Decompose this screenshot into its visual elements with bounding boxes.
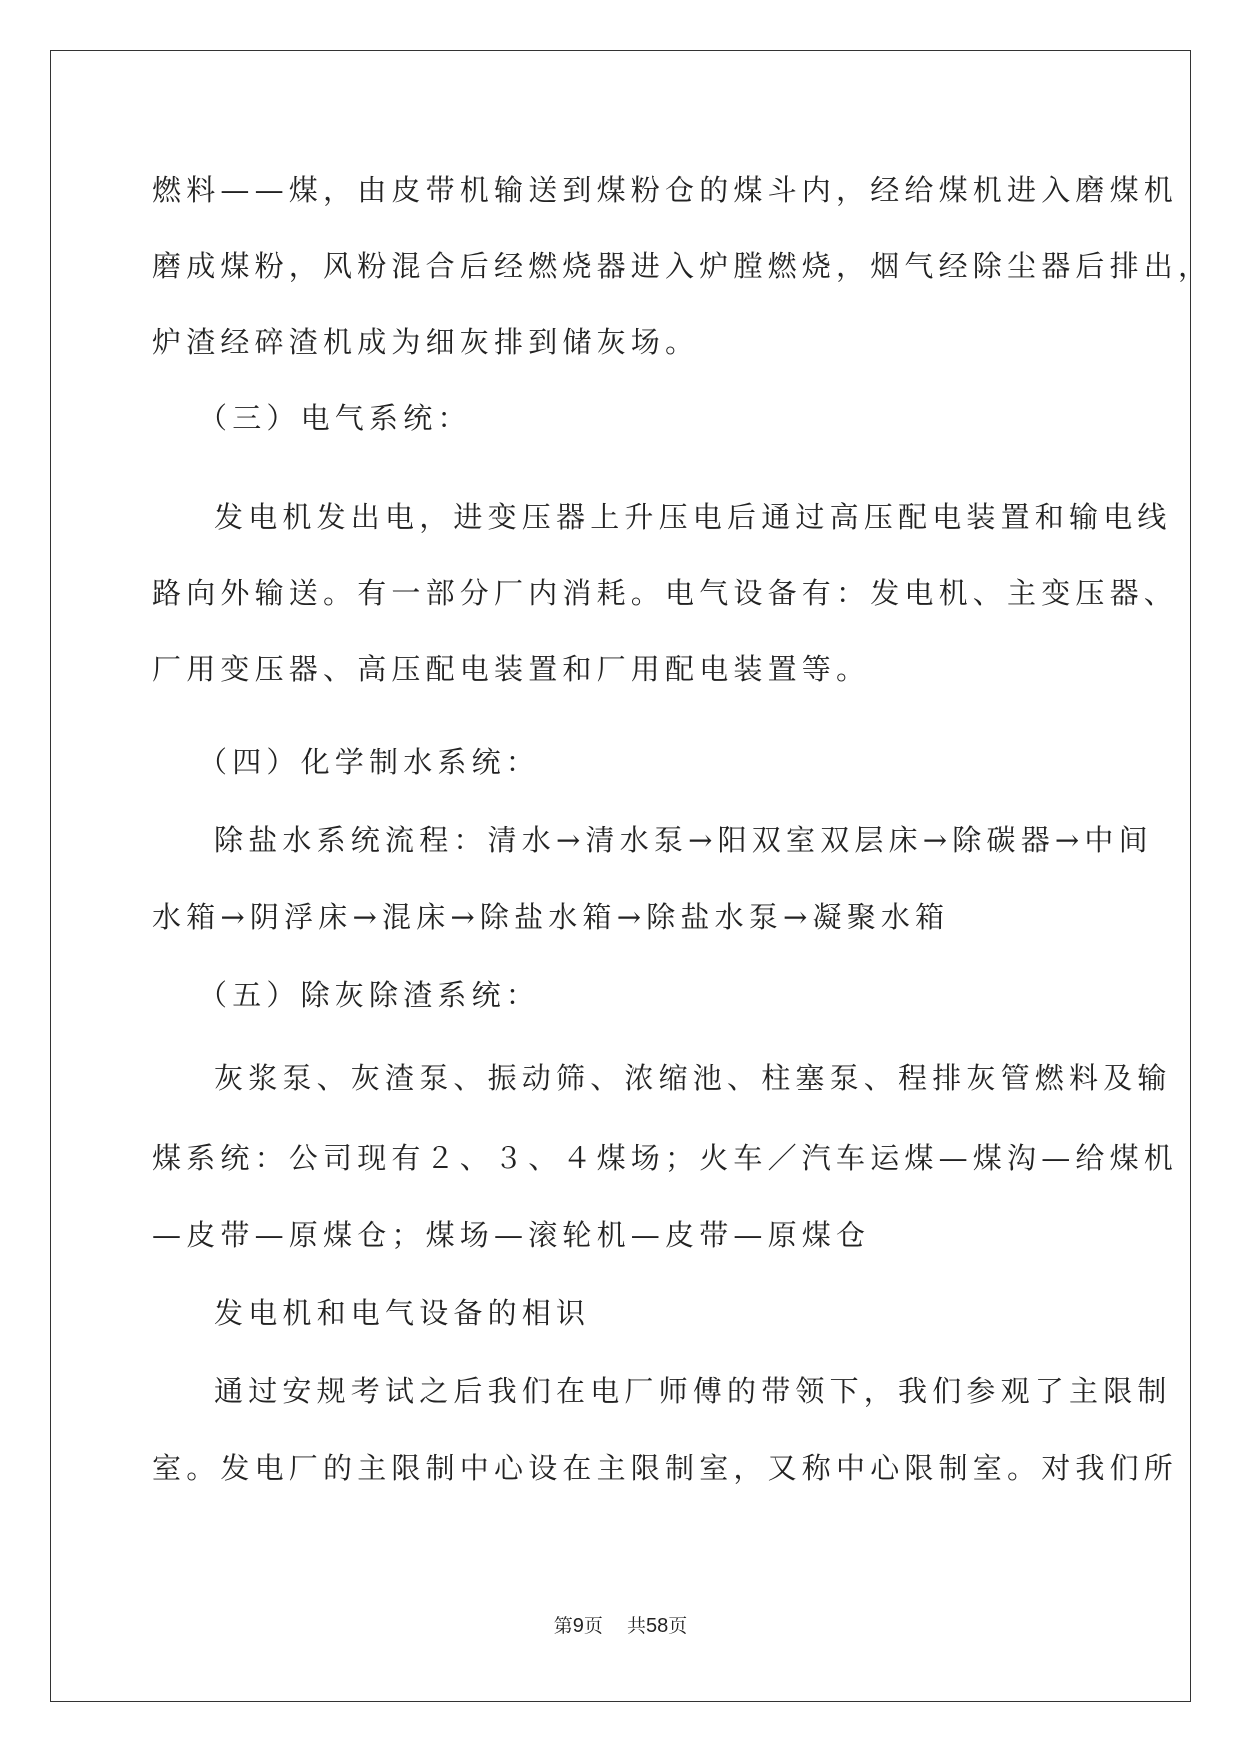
paragraph-line: 煤系统：公司现有２、３、４煤场；火车／汽车运煤—煤沟—给煤机 <box>152 1141 1179 1175</box>
paragraph-line: 水箱→阴浮床→混床→除盐水箱→除盐水泵→凝聚水箱 <box>152 900 950 934</box>
paragraph-line: 炉渣经碎渣机成为细灰排到储灰场。 <box>152 325 700 359</box>
section-heading: （五）除灰除渣系统： <box>198 978 541 1012</box>
paragraph-line: 厂用变压器、高压配电装置和厂用配电装置等。 <box>152 652 871 686</box>
footer-prefix: 第 <box>553 1616 573 1637</box>
paragraph-line: 室。发电厂的主限制中心设在主限制室，又称中心限制室。对我们所 <box>152 1451 1179 1485</box>
paragraph-line: —皮带—原煤仓；煤场—滚轮机—皮带—原煤仓 <box>152 1218 871 1252</box>
paragraph-line: 发电机发出电，进变压器上升压电后通过高压配电装置和输电线 <box>214 500 1172 534</box>
paragraph-line: 通过安规考试之后我们在电厂师傅的带领下，我们参观了主限制 <box>214 1374 1172 1408</box>
total-pages: 58 <box>645 1615 669 1637</box>
subheading: 发电机和电气设备的相识 <box>214 1296 591 1330</box>
page-number: 9 <box>572 1615 584 1637</box>
paragraph-line: 路向外输送。有一部分厂内消耗。电气设备有：发电机、主变压器、 <box>152 576 1179 610</box>
paragraph-line: 除盐水系统流程：清水→清水泵→阳双室双层床→除碳器→中间 <box>214 823 1153 857</box>
section-heading: （三）电气系统： <box>198 401 472 435</box>
footer-total-suffix: 页 <box>668 1616 688 1637</box>
section-heading: （四）化学制水系统： <box>198 745 541 779</box>
paragraph-line: 灰浆泵、灰渣泵、振动筛、浓缩池、柱塞泵、程排灰管燃料及输 <box>214 1061 1172 1095</box>
page-footer <box>0 1611 1241 1638</box>
footer-page-suffix: 页 <box>583 1616 603 1637</box>
footer-total-prefix: 共 <box>626 1616 646 1637</box>
paragraph-line: 磨成煤粉，风粉混合后经燃烧器进入炉膛燃烧，烟气经除尘器后排出， <box>152 249 1213 283</box>
paragraph-line: 燃料——煤，由皮带机输送到煤粉仓的煤斗内，经给煤机进入磨煤机 <box>152 173 1179 207</box>
